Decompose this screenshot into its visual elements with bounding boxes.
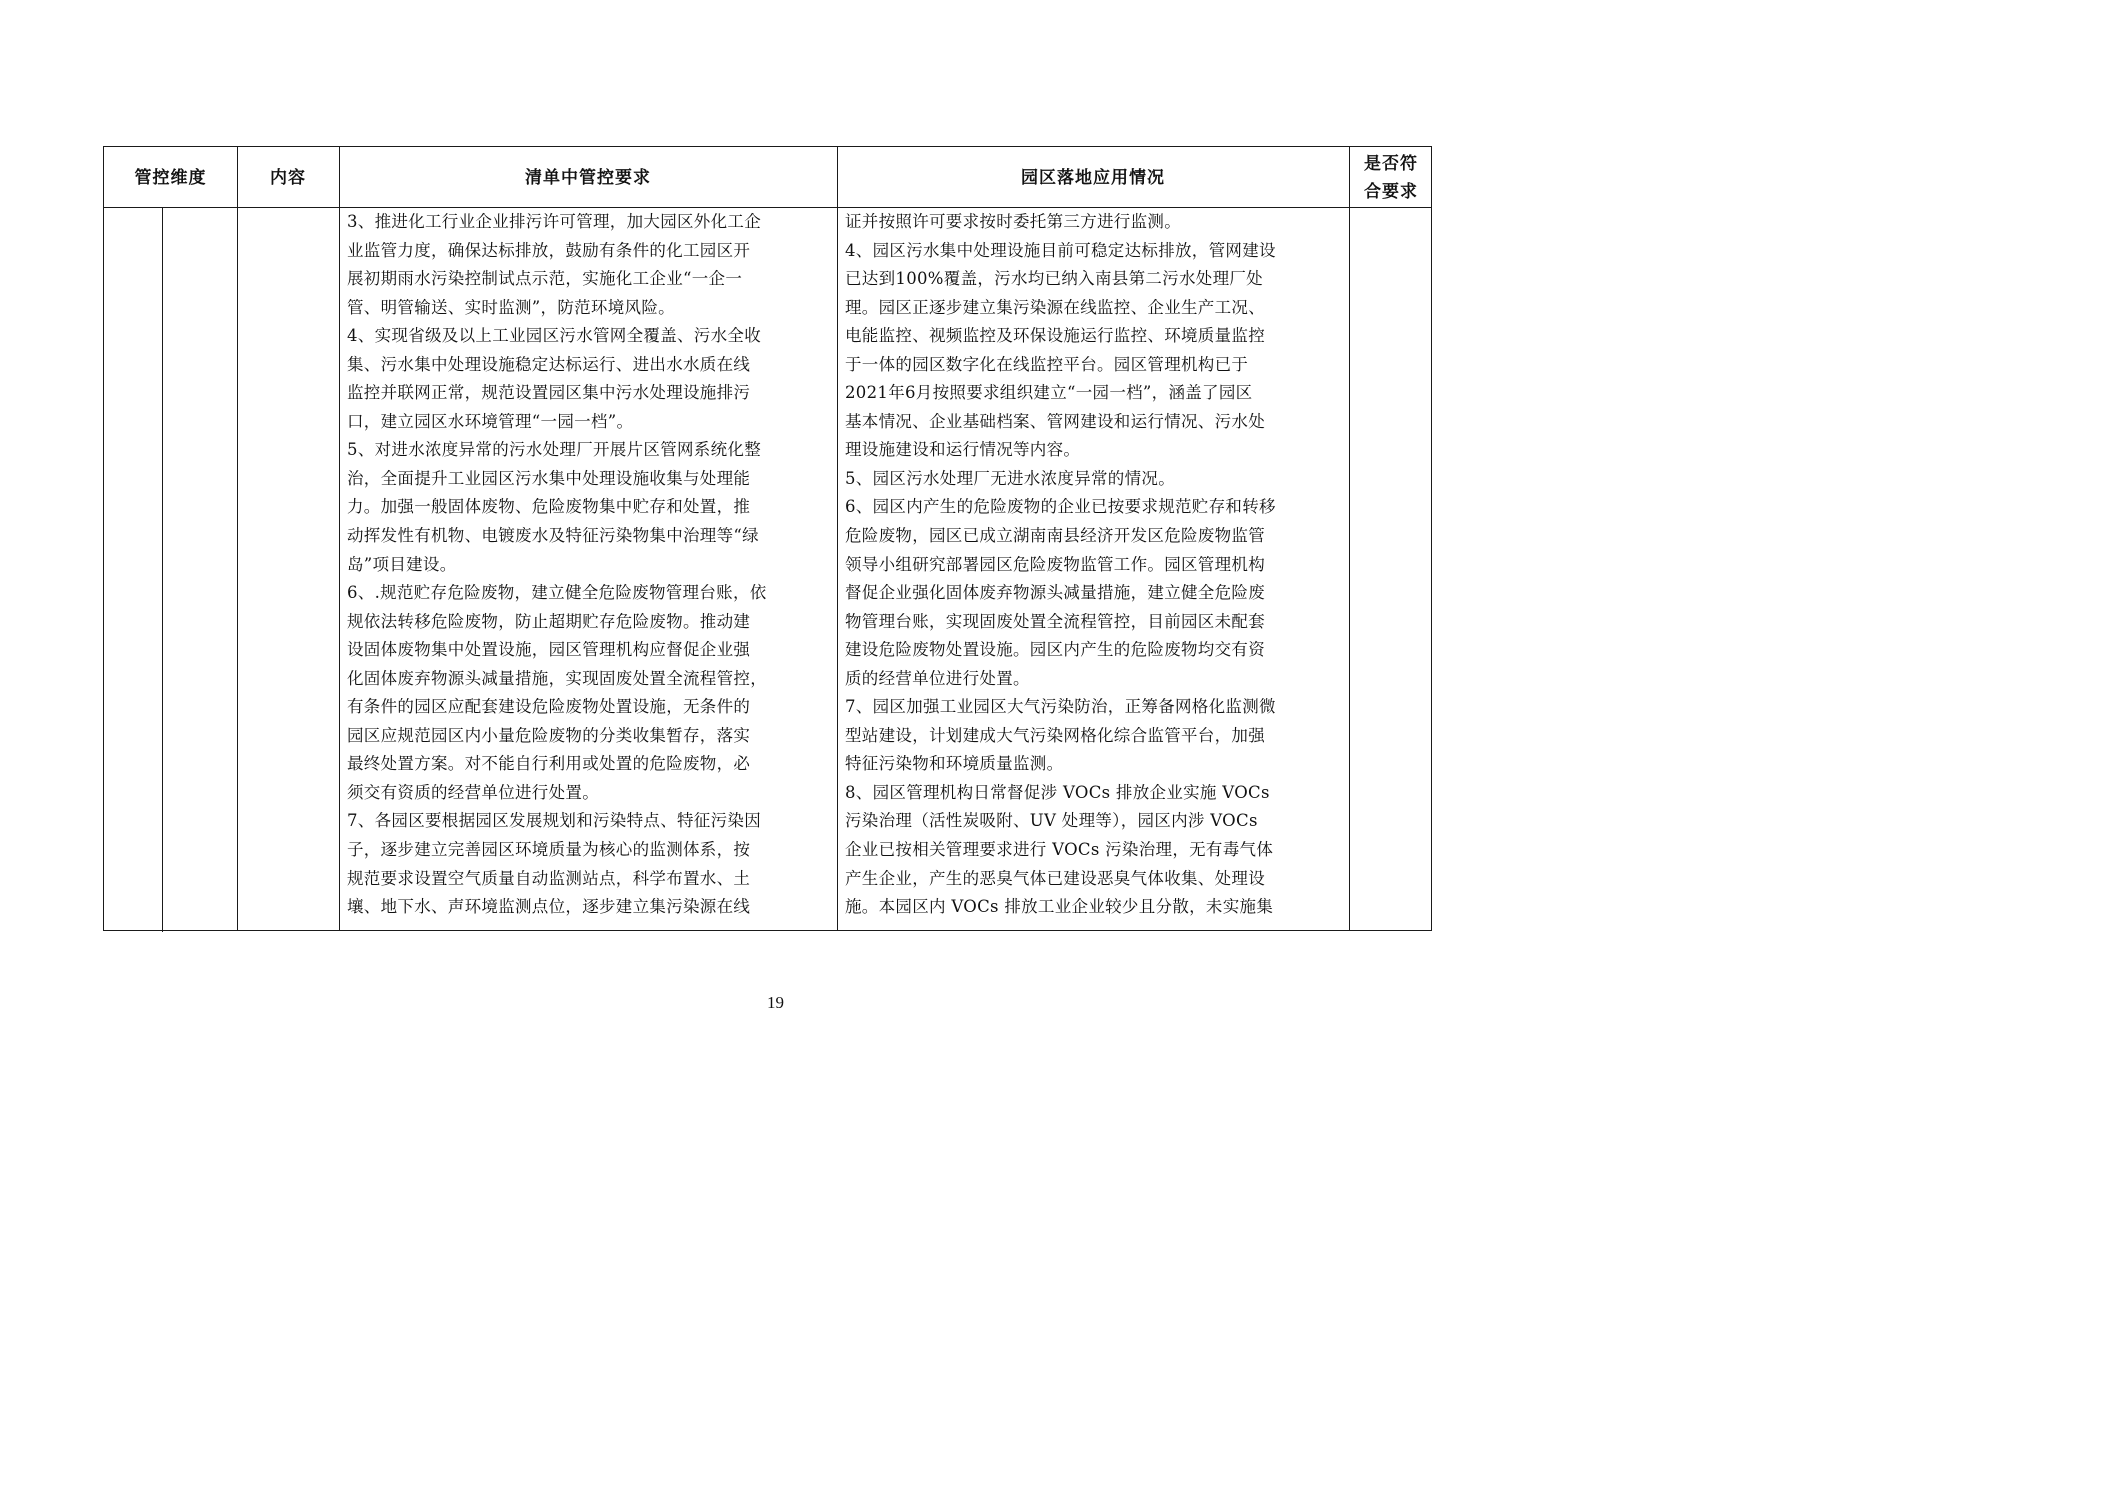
subcolumn-divider — [162, 208, 163, 932]
requirement-text-line: 5、对进水浓度异常的污水处理厂开展片区管网系统化整 — [347, 440, 761, 460]
page-number: 19 — [767, 993, 784, 1012]
application-text-line: 于一体的园区数字化在线监控平台。园区管理机构已于 — [845, 354, 1249, 374]
requirement-text-cell — [347, 208, 833, 922]
requirement-text-line: 岛”项目建设。 — [347, 554, 457, 574]
application-text-line: 施。本园区内 VOCs 排放工业企业较少且分散，未实施集 — [845, 897, 1274, 917]
requirement-text-line: 最终处置方案。对不能自行利用或处置的危险废物，必 — [347, 754, 751, 774]
application-text-line: 理设施建设和运行情况等内容。 — [845, 440, 1081, 460]
requirement-text-line: 监控并联网正常，规范设置园区集中污水处理设施排污 — [347, 383, 751, 403]
requirement-text-line: 7、各园区要根据园区发展规划和污染特点、特征污染因 — [347, 811, 761, 831]
requirement-text-line: 6、.规范贮存危险废物，建立健全危险废物管理台账，依 — [347, 583, 767, 603]
application-text-line: 领导小组研究部署园区危险废物监管工作。园区管理机构 — [845, 554, 1265, 574]
column-divider-3 — [837, 147, 838, 930]
application-text-line: 2021年6月按照要求组织建立“一园一档”，涵盖了园区 — [845, 383, 1253, 403]
application-text-line: 已达到100%覆盖，污水均已纳入南县第二污水处理厂处 — [845, 269, 1263, 289]
requirement-text-line: 规范要求设置空气质量自动监测站点，科学布置水、土 — [347, 868, 751, 888]
application-text-line: 企业已按相关管理要求进行 VOCs 污染治理，无有毒气体 — [845, 840, 1274, 860]
requirement-text-line: 规依法转移危险废物，防止超期贮存危险废物。推动建 — [347, 611, 751, 631]
application-text-line: 特征污染物和环境质量监测。 — [845, 754, 1064, 774]
application-text-line: 理。园区正逐步建立集污染源在线监控、企业生产工况、 — [845, 297, 1265, 317]
requirement-text-line: 动挥发性有机物、电镀废水及特征污染物集中治理等“绿 — [347, 526, 759, 546]
requirement-text-line: 口，建立园区水环境管理“一园一档”。 — [347, 411, 634, 431]
application-text-cell — [845, 208, 1345, 922]
application-text-line: 危险废物，园区已成立湖南南县经济开发区危险废物监管 — [845, 526, 1265, 546]
application-text-line: 建设危险废物处置设施。园区内产生的危险废物均交有资 — [845, 640, 1265, 660]
application-text-line: 督促企业强化固体废弃物源头减量措施，建立健全危险废 — [845, 583, 1265, 603]
header-content: 内容 — [270, 167, 306, 188]
header-requirement: 清单中管控要求 — [525, 167, 651, 188]
requirement-text-line: 壤、地下水、声环境监测点位，逐步建立集污染源在线 — [347, 897, 751, 917]
requirement-text-line: 园区应规范园区内小量危险废物的分类收集暂存，落实 — [347, 725, 751, 745]
application-text-line: 7、园区加强工业园区大气污染防治，正筹备网格化监测微 — [845, 697, 1276, 717]
requirement-text-line: 有条件的园区应配套建设危险废物处置设施，无条件的 — [347, 697, 751, 717]
application-text-line: 电能监控、视频监控及环保设施运行监控、环境质量监控 — [845, 326, 1265, 346]
header-compliance-line1: 是否符 — [1364, 153, 1418, 174]
header-dimension: 管控维度 — [134, 167, 207, 188]
application-text-line: 产生企业，产生的恶臭气体已建设恶臭气体收集、处理设 — [845, 868, 1265, 888]
column-divider-4 — [1349, 147, 1350, 930]
requirement-text-line: 管、明管输送、实时监测”，防范环境风险。 — [347, 297, 675, 317]
requirement-text-line: 业监管力度，确保达标排放，鼓励有条件的化工园区开 — [347, 240, 751, 260]
application-text-line: 质的经营单位进行处置。 — [845, 668, 1030, 688]
requirement-text-line: 须交有资质的经营单位进行处置。 — [347, 782, 599, 802]
requirement-text-line: 4、实现省级及以上工业园区污水管网全覆盖、污水全收 — [347, 326, 761, 346]
header-compliance — [1349, 147, 1433, 208]
application-text-line: 基本情况、企业基础档案、管网建设和运行情况、污水处 — [845, 411, 1265, 431]
application-text-line: 6、园区内产生的危险废物的企业已按要求规范贮存和转移 — [845, 497, 1276, 517]
column-divider-2 — [339, 147, 340, 930]
requirement-text-line: 展初期雨水污染控制试点示范，实施化工企业“一企一 — [347, 269, 743, 289]
column-divider-1 — [237, 147, 238, 930]
application-text-line: 4、园区污水集中处理设施目前可稳定达标排放，管网建设 — [845, 240, 1276, 260]
header-compliance-line2: 合要求 — [1364, 181, 1418, 202]
application-text-line: 物管理台账，实现固废处置全流程管控，目前园区未配套 — [845, 611, 1265, 631]
requirement-text-line: 子，逐步建立完善园区环境质量为核心的监测体系，按 — [347, 840, 751, 860]
application-text-line: 5、园区污水处理厂无进水浓度异常的情况。 — [845, 468, 1175, 488]
application-text-line: 8、园区管理机构日常督促涉 VOCs 排放企业实施 VOCs — [845, 782, 1270, 802]
application-text-line: 污染治理（活性炭吸附、UV 处理等），园区内涉 VOCs — [845, 811, 1258, 831]
header-application: 园区落地应用情况 — [1021, 167, 1165, 188]
requirement-text-line: 治，全面提升工业园区污水集中处理设施收集与处理能 — [347, 468, 751, 488]
application-text-line: 证并按照许可要求按时委托第三方进行监测。 — [845, 212, 1181, 231]
requirement-text-line: 3、推进化工行业企业排污许可管理，加大园区外化工企 — [347, 212, 761, 231]
requirement-text-line: 集、污水集中处理设施稳定达标运行、进出水水质在线 — [347, 354, 751, 374]
application-text-line: 型站建设，计划建成大气污染网格化综合监管平台，加强 — [845, 725, 1265, 745]
requirement-text-line: 化固体废弃物源头减量措施，实现固废处置全流程管控， — [347, 668, 767, 688]
requirement-text-line: 力。加强一般固体废物、危险废物集中贮存和处置，推 — [347, 497, 751, 517]
requirement-text-line: 设固体废物集中处置设施，园区管理机构应督促企业强 — [347, 640, 751, 660]
regulation-table — [103, 146, 1432, 931]
